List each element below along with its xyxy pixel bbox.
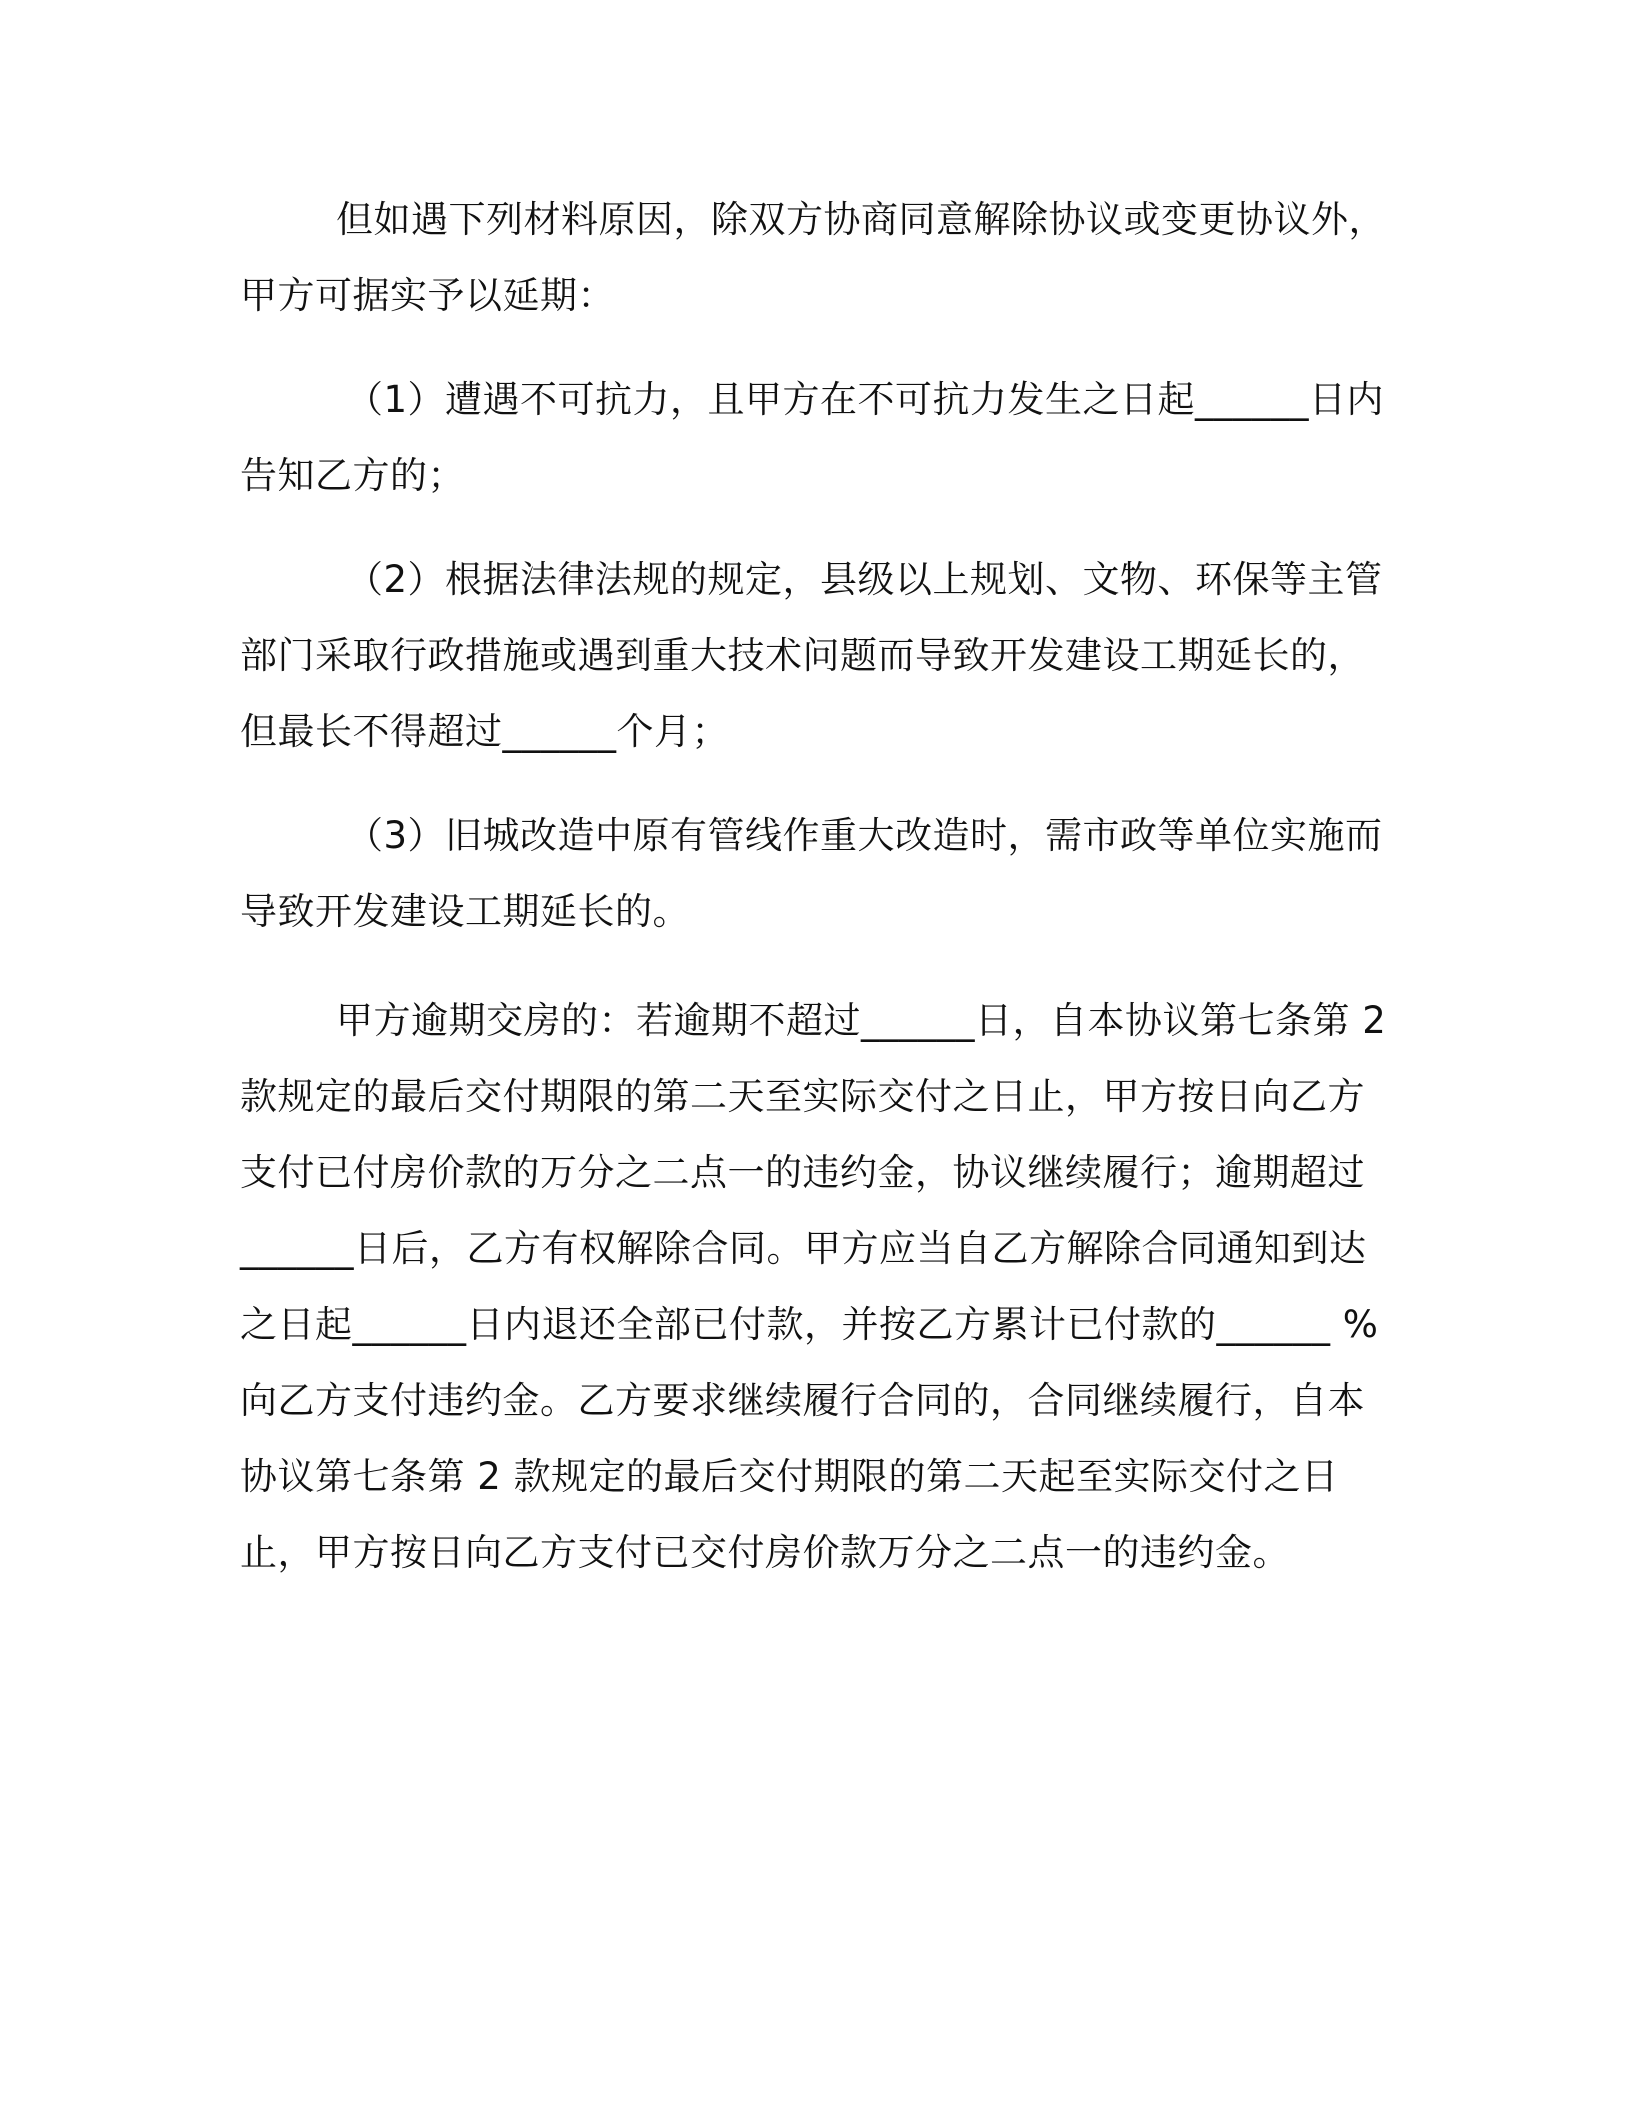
paragraph-item-2-regulations: （2）根据法律法规的规定，县级以上规划、文物、环保等主管部门采取行政措施或遇到重大技术问题而导致开发建设工期延长的，但最长不得超过______个月； xyxy=(240,558,1383,753)
paragraph-delay-conditions: 但如遇下列材料原因，除双方协商同意解除协议或变更协议外，甲方可据实予以延期： xyxy=(240,198,1386,317)
paragraph-item-1-force-majeure: （1）遭遇不可抗力，且甲方在不可抗力发生之日起______日内告知乙方的； xyxy=(240,378,1385,497)
paragraph-late-delivery-penalty: 甲方逾期交房的：若逾期不超过______日，自本协议第七条第 2 款规定的最后交付期限的第二天至实际交付之日止，甲方按日向乙方支付已付房价款的万分之二点一的违约金，协议继续履行；逾期超过______日后，乙方有权解除合同。甲方应当自乙方解除合同通知到达之日起______日内退还全部已付款，并按乙方累计已付款的______ %向乙方支付违约金。乙方要求继续履行合同的，合同继续履行，自本协议第七条第 2 款规定的最后交付期限的第二天起至实际交付之日止，甲方按日向乙方支付已交付房价款万分之二点一的违约金。 xyxy=(240,999,1387,1574)
paragraph-item-3-renovation: （3）旧城改造中原有管线作重大改造时，需市政等单位实施而导致开发建设工期延长的。 xyxy=(240,814,1383,933)
